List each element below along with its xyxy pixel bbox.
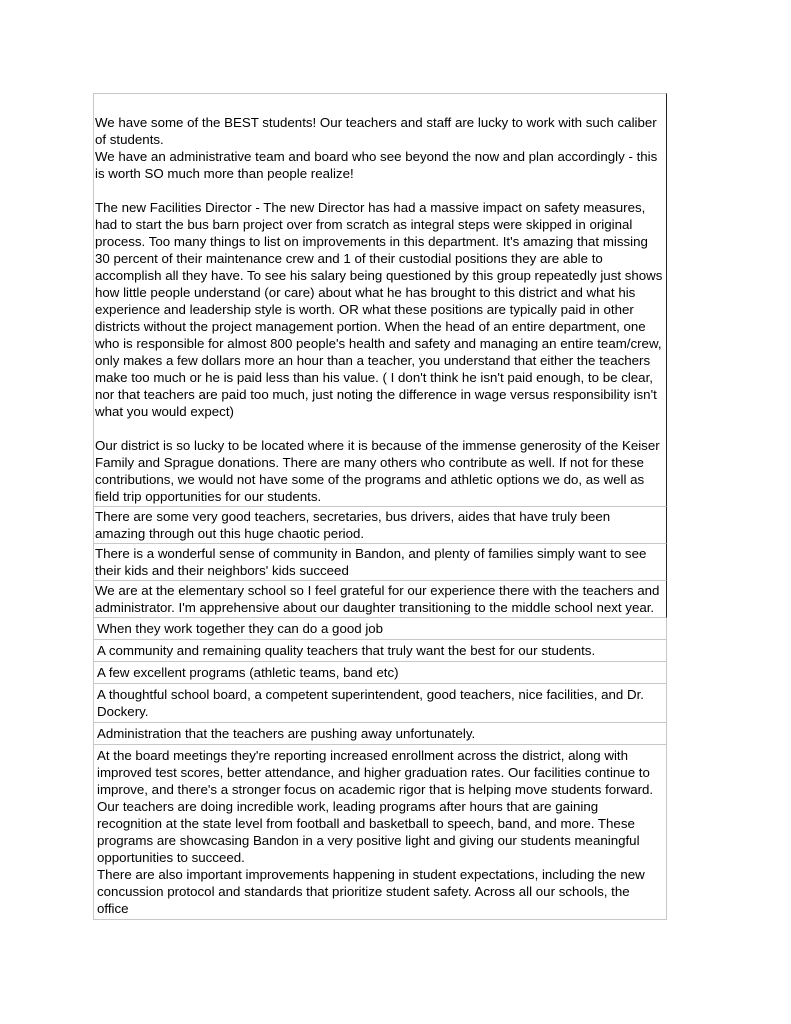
table-row (94, 662, 667, 684)
paragraph-spacer (95, 182, 664, 199)
response-text: A thoughtful school board, a competent superintendent, good teachers, nice facilities, and Dr. Dockery. (97, 687, 644, 719)
response-text: At the board meetings they're reporting increased enrollment across the district, along with improved test scores, better attendance, and higher graduation rates. Our facilities continue to improve, and there's a stronger focus on academic rigor that is helping move students forward. Our teachers are doing incredible work, leading programs after hours that are gaining recognition at the state level from football and basketball to speech, band, and more. These programs are showcasing Bandon in a very positive light and giving our students meaningful opportunities to succeed. There are also important improvements happening in student expectations, including the new concussion protocol and standards that prioritize student safety. Across all our schools, the office (97, 748, 654, 916)
response-text: There is a wonderful sense of community in Bandon, and plenty of families simply want to see their kids and their neighbors' kids succeed (95, 546, 647, 578)
table-row (94, 544, 667, 581)
table-row (94, 640, 667, 662)
response-text: We are at the elementary school so I feel grateful for our experience there with the teachers and administrator. I'm apprehensive about our daughter transitioning to the middle school next year. (95, 583, 660, 615)
response-text: Administration that the teachers are pushing away unfortunately. (97, 726, 476, 741)
table-row (94, 507, 667, 544)
responses-table (93, 93, 667, 920)
response-text: A community and remaining quality teachers that truly want the best for our students. (97, 643, 596, 658)
paragraph-spacer (95, 420, 664, 437)
response-text: There are some very good teachers, secretaries, bus drivers, aides that have truly been amazing through out this huge chaotic period. (95, 509, 611, 541)
table-row (94, 745, 667, 920)
table-row (94, 618, 667, 640)
table-row (94, 684, 667, 723)
response-paragraph: Our district is so lucky to be located where it is because of the immense generosity of the Keiser Family and Sprague donations. There are many others who contribute as well. If not for these contributions, we would not have some of the programs and athletic options we do, as well as field trip opportunities for our students. (95, 438, 660, 504)
table-row (94, 581, 667, 618)
response-text: When they work together they can do a good job (97, 621, 384, 636)
response-paragraph: The new Facilities Director - The new Director has had a massive impact on safety measures, had to start the bus barn project over from scratch as integral steps were skipped in original process. Too many things to list on improvements in this department. It's amazing that missing 30 percent of their maintenance crew and 1 of their custodial positions they are able to accomplish all they have. To see his salary being questioned by this group repeatedly just shows how little people understand (or care) about what he has brought to this district and what his experience and leadership style is worth. OR what these positions are typically paid in other districts without the project management portion. When the head of an entire department, one who is responsible for almost 800 people's health and safety and managing an entire team/crew, only makes a few dollars more an hour than a teacher, you understand that either the teachers make too much or he is paid less than his value. ( I don't think he isn't paid enough, to be clear, nor that teachers are paid too much, just noting the difference in wage versus responsibility isn't what you would expect) (95, 200, 663, 419)
response-text: A few excellent programs (athletic teams, band etc) (97, 665, 399, 680)
table-row (94, 723, 667, 745)
response-paragraph: We have some of the BEST students! Our teachers and staff are lucky to work with such caliber of students. We have an administrative team and board who see beyond the now and plan accordingly - this is worth SO much more than people realize! (95, 115, 658, 181)
table-row (94, 93, 667, 507)
